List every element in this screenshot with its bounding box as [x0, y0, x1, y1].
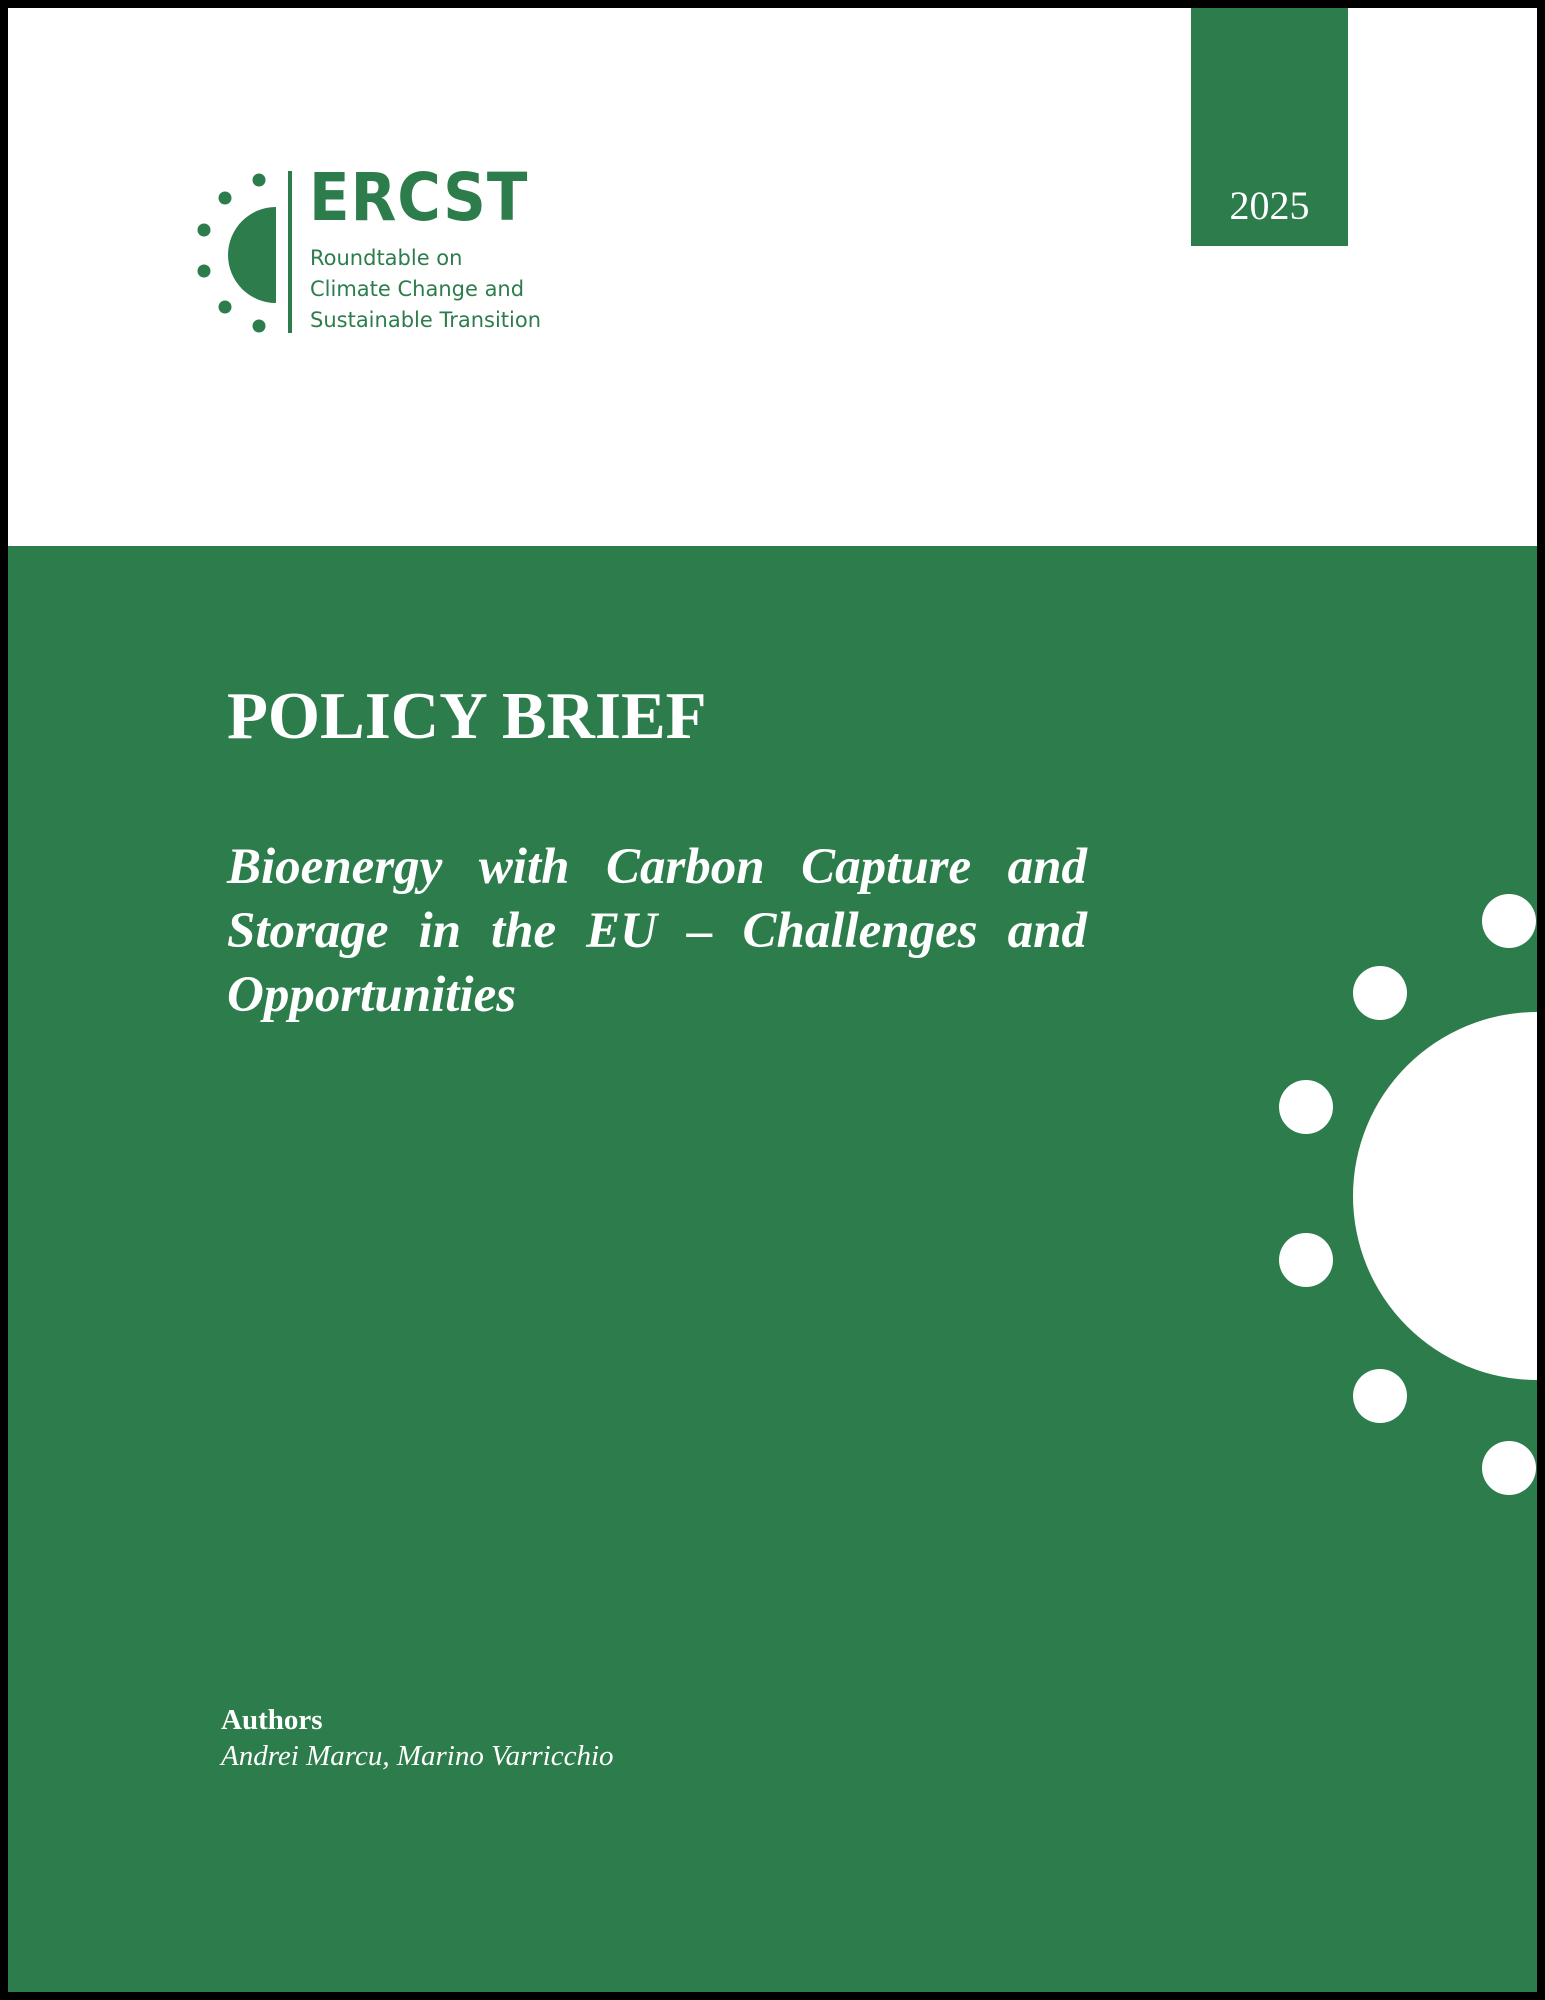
half-sun-icon — [1248, 856, 1537, 1496]
title-line: Storage in the EU – Challenges and — [227, 903, 1087, 959]
year-tab — [1191, 8, 1348, 246]
ercst-logo — [186, 161, 586, 341]
logo-tagline-line: Roundtable on — [310, 246, 463, 270]
cover-page — [8, 8, 1537, 1992]
document-type: POLICY BRIEF — [227, 679, 707, 753]
publication-year: 2025 — [1229, 183, 1310, 228]
half-sun-icon — [186, 161, 286, 341]
document-title — [227, 835, 1087, 1027]
logo-divider — [288, 171, 292, 333]
logo-tagline — [310, 243, 541, 336]
title-line: Bioenergy with Carbon Capture and — [227, 839, 1087, 895]
cover-header — [8, 8, 1537, 546]
logo-wordmark: ERCST — [309, 159, 529, 236]
title-line: Opportunities — [227, 967, 517, 1023]
authors-names: Andrei Marcu, Marino Varricchio — [221, 1740, 614, 1772]
logo-tagline-line: Sustainable Transition — [310, 308, 542, 332]
cover-body — [8, 546, 1537, 1992]
authors-heading: Authors — [221, 1704, 323, 1736]
logo-tagline-line: Climate Change and — [310, 277, 525, 301]
